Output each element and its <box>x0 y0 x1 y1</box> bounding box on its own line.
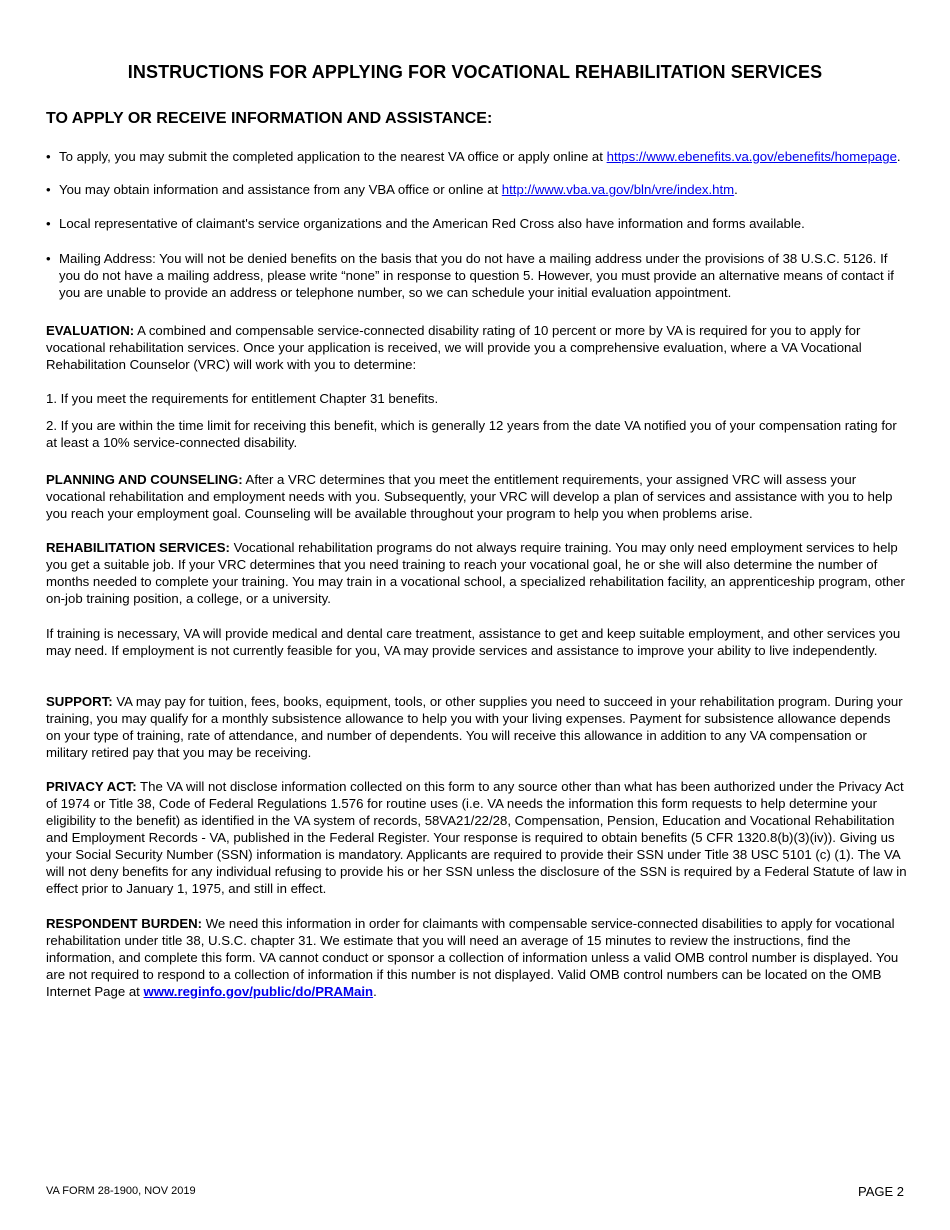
support-text: VA may pay for tuition, fees, books, equipment, tools, or other supplies you need to succeed in your rehabilitation program. During your training, you may qualify for a monthly subsistence allowance to help you with your living expenses. Payment for subsistence allowance depends on your type of training, rate of attendance, and number of dependents. You will receive this allowance in addition to any VA compensation or military retired pay that you may be receiving. <box>46 694 903 760</box>
apply-heading: TO APPLY OR RECEIVE INFORMATION AND ASSISTANCE: <box>46 110 493 127</box>
privacy-paragraph <box>46 778 908 897</box>
support-paragraph <box>46 693 908 761</box>
burden-end: . <box>373 984 377 999</box>
burden-label: RESPONDENT BURDEN: <box>46 916 203 931</box>
rehab-paragraph-2: If training is necessary, VA will provide medical and dental care treatment, assistance to get and keep suitable employment, and other services you may need. If employment is not currently feasible for you, VA may provide services and assistance to improve your ability to live independently. <box>46 626 901 658</box>
bullet-dot: • <box>46 149 51 164</box>
bullet-apply <box>46 148 908 165</box>
vba-vre-link[interactable]: http://www.vba.va.gov/bln/vre/index.htm <box>501 182 735 197</box>
form-id: VA FORM 28-1900, NOV 2019 <box>46 1185 196 1197</box>
privacy-label: PRIVACY ACT: <box>46 779 137 794</box>
bullet-dot: • <box>46 216 51 231</box>
burden-paragraph <box>46 915 908 1000</box>
bullet-dot: • <box>46 251 51 266</box>
page-number: PAGE 2 <box>857 1184 904 1199</box>
support-label: SUPPORT: <box>46 694 113 709</box>
ebenefits-link[interactable]: https://www.ebenefits.va.gov/ebenefits/homepage <box>606 149 897 164</box>
evaluation-paragraph <box>46 322 908 373</box>
bullet-dot: • <box>46 182 51 197</box>
page-title: INSTRUCTIONS FOR APPLYING FOR VOCATIONAL REHABILITATION SERVICES <box>127 62 823 82</box>
bullet-text: You may obtain information and assistance from any VBA office or online at <box>59 182 502 197</box>
bullet-info <box>46 181 908 198</box>
rehab-text: Vocational rehabilitation programs do not always require training. You may only need employment services to help you get a suitable job. If your VRC determines that you need training to reach your vocational goal, he or she will also determine the number of months needed to complete your training. You may train in a vocational school, a specialized rehabilitation facility, an apprenticeship program, other on-job training position, a college, or a university. <box>46 540 905 606</box>
planning-paragraph <box>46 471 908 522</box>
burden-text: We need this information in order for claimants with compensable service-connected disabilities to apply for vocational rehabilitation under title 38, U.S.C. chapter 31. We estimate that you will need an average of 15 minutes to review the instructions, find the information, and complete this form. VA cannot conduct or sponsor a collection of information unless a valid OMB control number is displayed. You are not required to respond to a collection of information if this number is not displayed. Valid OMB control numbers can be located on the OMB Internet Page at <box>46 916 899 999</box>
bullet-local-rep <box>46 215 908 232</box>
evaluation-text: A combined and compensable service-connected disability rating of 10 percent or more by VA is required for you to apply for vocational rehabilitation services. Once your application is received, we will provide you a comprehensive evaluation, where a VA Vocational Rehabilitation Counselor (VRC) will work with you to determine: <box>46 323 862 372</box>
bullet-text: Local representative of claimant's service organizations and the American Red Cross also have information and forms available. <box>59 216 805 231</box>
bullet-end: . <box>734 182 738 197</box>
reginfo-link[interactable]: www.reginfo.gov/public/do/PRAMain <box>143 984 374 999</box>
rehab-paragraph <box>46 539 908 607</box>
planning-text: After a VRC determines that you meet the entitlement requirements, your assigned VRC will assess your vocational rehabilitation and employment needs with you. Subsequently, your VRC will develop a plan of services and assistance with you to help you reach your employment goal. Counseling will be available throughout your program to help you when problems arise. <box>46 472 893 521</box>
bullet-text: Mailing Address: You will not be denied benefits on the basis that you do not have a mailing address under the provisions of 38 U.S.C. 5126. If you do not have a mailing address, please write “none” in response to question 5. However, you must provide an alternative means of contact if you are unable to provide an address or telephone number, so we can schedule your initial evaluation appointment. <box>59 251 894 300</box>
bullet-end: . <box>896 149 901 164</box>
bullet-text: To apply, you may submit the completed application to the nearest VA office or apply online at <box>59 149 607 164</box>
privacy-text: The VA will not disclose information collected on this form to any source other than what has been authorized under the Privacy Act of 1974 or Title 38, Code of Federal Regulations 1.576 for routine uses (i.e. VA needs the information this form requests to help determine your eligibility to the benefit) as identified in the VA system of records, 58VA21/22/28, Compensation, Pension, Education and Vocational Rehabilitation and Employment Records - VA, published in the Federal Register. Your response is required to obtain benefits (5 CFR 1320.8(b)(3)(iv)). Giving us your Social Security Number (SSN) information is mandatory. Applicants are required to provide their SSN under Title 38 USC 5101 (c) (1). The VA will not deny benefits for any individual refusing to provide his or her SSN unless the disclosure of the SSN is required by a Federal Statute of law in effect prior to January 1, 1975, and still in effect. <box>46 779 907 896</box>
evaluation-label: EVALUATION: <box>46 323 135 338</box>
rehab-label: REHABILITATION SERVICES: <box>46 540 230 555</box>
evaluation-item-2: 2. If you are within the time limit for receiving this benefit, which is generally 12 years from the date VA notified you of your compensation rating for at least a 10% service-connected disability. <box>46 418 897 450</box>
evaluation-item-1: 1. If you meet the requirements for entitlement Chapter 31 benefits. <box>46 391 439 406</box>
planning-label: PLANNING AND COUNSELING: <box>46 472 243 487</box>
bullet-mailing-address <box>46 250 908 301</box>
